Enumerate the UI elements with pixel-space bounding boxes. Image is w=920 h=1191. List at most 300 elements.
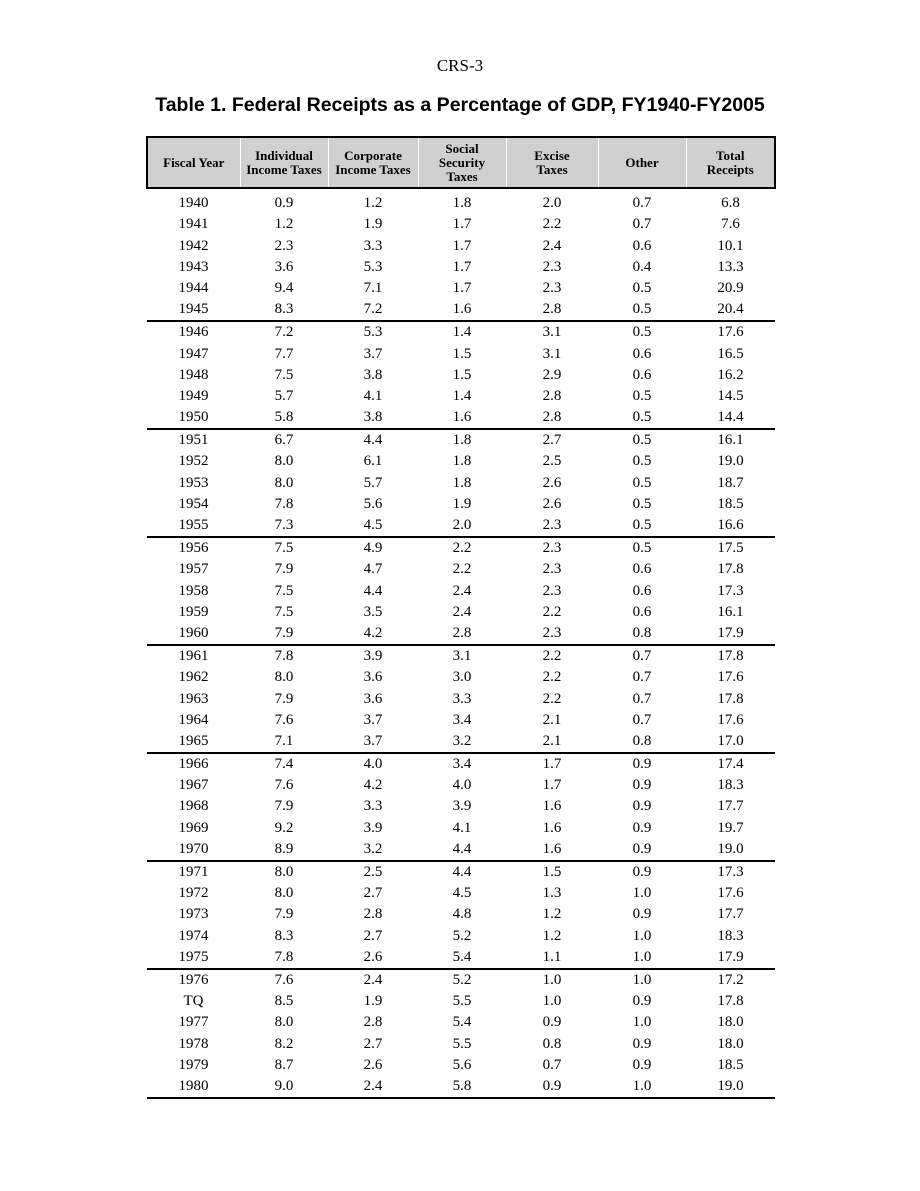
cell-corporate: 2.7: [363, 927, 383, 944]
cell-excise: 1.7: [542, 777, 562, 794]
cell-social-security: 3.4: [452, 711, 472, 728]
cell-social-security: 5.2: [452, 927, 472, 944]
cell-other: 0.9: [598, 839, 686, 861]
cell-social-security: 1.7: [452, 279, 472, 296]
cell-social-security: 2.2: [452, 561, 472, 578]
cell-other: 0.9: [632, 819, 652, 836]
cell-excise: 2.2: [542, 216, 562, 233]
cell-corporate: 3.3: [363, 798, 383, 815]
cell-excise: 2.1: [542, 711, 562, 728]
cell-other: 0.5: [632, 474, 652, 491]
cell-individual: 9.2: [274, 819, 294, 836]
cell-fiscal-year: 1959: [178, 603, 209, 620]
cell-excise: 2.6: [542, 495, 562, 512]
cell-social-security: 4.1: [452, 819, 472, 836]
cell-corporate: 3.3: [363, 237, 383, 254]
table-row: [147, 429, 775, 451]
cell-total: 19.0: [717, 453, 744, 470]
cell-individual: 5.8: [240, 407, 328, 429]
cell-fiscal-year: 1961: [178, 648, 209, 665]
cell-fiscal-year: 1958: [178, 582, 209, 599]
header-line: Income Taxes: [246, 161, 322, 177]
cell-total: 17.7: [717, 798, 744, 815]
cell-fiscal-year: 1943: [178, 258, 209, 275]
cell-total: 10.1: [717, 237, 744, 254]
cell-corporate: 3.8: [363, 366, 383, 383]
cell-other: 0.6: [632, 603, 652, 620]
cell-fiscal-year: 1970: [147, 839, 240, 861]
table-row: [147, 257, 775, 278]
table-row: [147, 817, 775, 838]
cell-fiscal-year: 1956: [178, 540, 209, 557]
cell-excise: 1.2: [542, 906, 562, 923]
table-row: [147, 278, 775, 299]
header-line: Excise: [534, 147, 570, 163]
cell-other: 0.7: [632, 648, 652, 665]
table-header: [147, 137, 775, 188]
cell-other: 0.6: [632, 366, 652, 383]
table-row: [147, 193, 775, 214]
cell-total: 17.4: [717, 756, 744, 773]
cell-fiscal-year: TQ: [183, 993, 204, 1010]
cell-individual: 8.0: [274, 669, 294, 686]
cell-total: 17.5: [717, 540, 744, 557]
cell-corporate: 3.2: [328, 839, 418, 861]
cell-social-security: 2.8: [418, 623, 506, 645]
cell-other: 0.6: [632, 561, 652, 578]
table-row: [147, 731, 775, 753]
cell-fiscal-year: 1940: [178, 195, 209, 212]
cell-other: 0.5: [632, 324, 652, 341]
cell-total: 13.3: [717, 258, 744, 275]
cell-individual: 7.9: [274, 690, 294, 707]
cell-social-security: 1.7: [452, 237, 472, 254]
cell-other: 0.9: [632, 906, 652, 923]
header-line: Social: [445, 140, 479, 156]
cell-total: 18.0: [717, 1035, 744, 1052]
table-row: [147, 515, 775, 537]
cell-individual: 8.2: [274, 1035, 294, 1052]
cell-excise: 2.3: [506, 515, 598, 537]
table-row: [147, 602, 775, 623]
cell-fiscal-year: 1955: [147, 515, 240, 537]
cell-excise: 2.5: [542, 453, 562, 470]
cell-corporate: 4.2: [363, 777, 383, 794]
table-row: [147, 710, 775, 731]
cell-corporate: 4.2: [328, 623, 418, 645]
header-excise-taxes: [506, 137, 598, 188]
cell-social-security: 5.5: [452, 1035, 472, 1052]
cell-social-security: 1.9: [452, 495, 472, 512]
cell-excise: 1.5: [542, 864, 562, 880]
cell-excise: 1.6: [542, 798, 562, 815]
cell-individual: 7.2: [274, 324, 294, 341]
cell-other: 0.5: [598, 515, 686, 537]
table-row: [147, 839, 775, 861]
cell-fiscal-year: 1971: [178, 864, 209, 880]
cell-total: 16.1: [717, 603, 744, 620]
header-line: Income Taxes: [335, 161, 411, 177]
cell-corporate: 3.6: [363, 690, 383, 707]
cell-corporate: 2.6: [363, 1056, 383, 1073]
cell-individual: 7.4: [274, 756, 294, 773]
cell-other: 0.5: [632, 387, 652, 404]
table-row: [147, 537, 775, 559]
cell-individual: 0.9: [274, 195, 294, 212]
cell-corporate: 2.7: [363, 1035, 383, 1052]
cell-total: 17.3: [717, 864, 744, 880]
cell-fiscal-year: 1962: [178, 669, 209, 686]
cell-total: 18.3: [717, 777, 744, 794]
cell-total: 17.6: [717, 885, 744, 902]
cell-total: 16.1: [717, 432, 744, 449]
cell-total: 6.8: [721, 195, 740, 212]
cell-corporate: 4.7: [363, 561, 383, 578]
cell-fiscal-year: 1967: [178, 777, 209, 794]
cell-excise: 0.9: [542, 1014, 562, 1031]
cell-corporate: 2.8: [363, 906, 383, 923]
table-row: [147, 214, 775, 235]
cell-social-security: 5.8: [418, 1076, 506, 1098]
cell-individual: 7.5: [274, 582, 294, 599]
cell-individual: 7.5: [274, 603, 294, 620]
table-row: [147, 1076, 775, 1098]
header-line: Individual: [255, 147, 313, 163]
cell-social-security: 3.3: [452, 690, 472, 707]
cell-other: 0.5: [598, 299, 686, 321]
cell-corporate: 4.0: [363, 756, 383, 773]
cell-individual: 9.4: [274, 279, 294, 296]
cell-excise: 3.1: [542, 324, 562, 341]
cell-excise: 2.2: [542, 669, 562, 686]
cell-total: 17.8: [717, 690, 744, 707]
header-line: Corporate: [344, 147, 402, 163]
cell-social-security: 1.5: [452, 345, 472, 362]
table-row: [147, 321, 775, 343]
cell-social-security: 2.0: [418, 515, 506, 537]
cell-social-security: 4.4: [452, 864, 472, 880]
cell-corporate: 1.9: [363, 216, 383, 233]
cell-corporate: 3.6: [363, 669, 383, 686]
cell-total: 17.7: [717, 906, 744, 923]
cell-fiscal-year: 1975: [147, 947, 240, 969]
cell-social-security: 4.4: [418, 839, 506, 861]
cell-corporate: 2.4: [363, 971, 383, 988]
header-row: [147, 137, 775, 188]
cell-fiscal-year: 1964: [178, 711, 209, 728]
cell-other: 0.5: [598, 407, 686, 429]
cell-excise: 2.4: [542, 237, 562, 254]
cell-excise: 1.0: [542, 993, 562, 1010]
cell-other: 0.9: [632, 777, 652, 794]
cell-other: 0.6: [632, 582, 652, 599]
cell-fiscal-year: 1979: [178, 1056, 209, 1073]
table-row: [147, 386, 775, 407]
cell-social-security: 1.5: [452, 366, 472, 383]
cell-individual: 8.0: [274, 864, 294, 880]
cell-social-security: 1.7: [452, 258, 472, 275]
cell-corporate: 5.3: [363, 324, 383, 341]
cell-corporate: 5.7: [363, 474, 383, 491]
cell-total: 17.9: [686, 947, 775, 969]
table-row: [147, 343, 775, 364]
cell-individual: 7.9: [274, 561, 294, 578]
cell-social-security: 5.5: [452, 993, 472, 1010]
cell-excise: 1.6: [506, 839, 598, 861]
cell-individual: 8.0: [274, 453, 294, 470]
cell-social-security: 2.4: [452, 582, 472, 599]
cell-individual: 2.3: [274, 237, 294, 254]
cell-individual: 8.3: [240, 299, 328, 321]
cell-social-security: 1.4: [452, 324, 472, 341]
cell-social-security: 5.2: [452, 971, 472, 988]
header-line: Total: [716, 147, 745, 163]
cell-individual: 8.0: [274, 885, 294, 902]
cell-other: 0.9: [632, 864, 652, 880]
table-row: [147, 299, 775, 321]
cell-excise: 1.3: [542, 885, 562, 902]
cell-total: 17.0: [686, 731, 775, 753]
cell-excise: 2.3: [542, 561, 562, 578]
cell-corporate: 2.5: [363, 864, 383, 880]
cell-corporate: 7.2: [328, 299, 418, 321]
cell-total: 16.5: [717, 345, 744, 362]
cell-individual: 6.7: [274, 432, 294, 449]
header-line: Taxes: [446, 168, 478, 184]
cell-individual: 8.5: [274, 993, 294, 1010]
cell-corporate: 2.8: [363, 1014, 383, 1031]
cell-other: 0.7: [632, 195, 652, 212]
cell-social-security: 5.6: [452, 1056, 472, 1073]
cell-fiscal-year: 1951: [178, 432, 209, 449]
cell-corporate: 3.9: [363, 648, 383, 665]
cell-total: 17.2: [717, 971, 744, 988]
cell-other: 0.5: [632, 540, 652, 557]
table-row: [147, 235, 775, 256]
cell-other: 0.9: [632, 993, 652, 1010]
table-row: [147, 472, 775, 493]
cell-total: 18.5: [717, 1056, 744, 1073]
table-row: [147, 623, 775, 645]
cell-excise: 2.3: [542, 582, 562, 599]
cell-total: 17.8: [717, 648, 744, 665]
cell-total: 20.9: [717, 279, 744, 296]
cell-other: 0.5: [632, 453, 652, 470]
cell-individual: 7.8: [240, 947, 328, 969]
cell-social-security: 3.0: [452, 669, 472, 686]
cell-excise: 2.6: [542, 474, 562, 491]
cell-fiscal-year: 1946: [178, 324, 209, 341]
cell-other: 0.5: [632, 495, 652, 512]
table-row: [147, 1012, 775, 1033]
cell-individual: 7.7: [274, 345, 294, 362]
cell-other: 0.9: [632, 756, 652, 773]
cell-other: 1.0: [632, 927, 652, 944]
cell-total: 17.6: [717, 711, 744, 728]
cell-fiscal-year: 1972: [178, 885, 209, 902]
cell-total: 19.0: [686, 839, 775, 861]
cell-social-security: 1.6: [418, 299, 506, 321]
table-row: [147, 947, 775, 969]
cell-corporate: 4.4: [363, 582, 383, 599]
table-row: [147, 753, 775, 775]
cell-total: 18.5: [717, 495, 744, 512]
cell-social-security: 1.8: [452, 195, 472, 212]
cell-total: 17.6: [717, 324, 744, 341]
header-individual-income-taxes: [240, 137, 328, 188]
cell-fiscal-year: 1953: [178, 474, 209, 491]
cell-other: 1.0: [632, 885, 652, 902]
cell-total: 18.0: [717, 1014, 744, 1031]
cell-excise: 1.7: [542, 756, 562, 773]
cell-corporate: 3.8: [328, 407, 418, 429]
cell-fiscal-year: 1963: [178, 690, 209, 707]
cell-excise: 0.8: [542, 1035, 562, 1052]
cell-total: 14.5: [717, 387, 744, 404]
cell-individual: 8.9: [240, 839, 328, 861]
cell-individual: 9.0: [240, 1076, 328, 1098]
cell-individual: 7.6: [274, 777, 294, 794]
cell-excise: 2.3: [542, 540, 562, 557]
cell-other: 0.7: [632, 669, 652, 686]
table-row: [147, 1033, 775, 1054]
cell-fiscal-year: 1978: [178, 1035, 209, 1052]
table-row: [147, 580, 775, 601]
header-total-receipts: [686, 137, 775, 188]
header-fiscal-year: [147, 137, 240, 188]
cell-total: 17.8: [717, 993, 744, 1010]
cell-fiscal-year: 1950: [147, 407, 240, 429]
cell-fiscal-year: 1954: [178, 495, 209, 512]
cell-social-security: 3.4: [452, 756, 472, 773]
cell-social-security: 4.5: [452, 885, 472, 902]
table-row: [147, 1055, 775, 1076]
cell-individual: 8.0: [274, 1014, 294, 1031]
header-social-security-taxes: [418, 137, 506, 188]
table-row: [147, 451, 775, 472]
table-row: [147, 559, 775, 580]
table-row: [147, 861, 775, 883]
cell-corporate: 1.2: [363, 195, 383, 212]
cell-individual: 7.8: [274, 495, 294, 512]
cell-other: 1.0: [632, 971, 652, 988]
cell-total: 18.3: [717, 927, 744, 944]
cell-fiscal-year: 1974: [178, 927, 209, 944]
table-row: [147, 904, 775, 925]
header-other-label: Other: [625, 154, 659, 170]
table-row: [147, 796, 775, 817]
table-row: [147, 667, 775, 688]
cell-fiscal-year: 1980: [147, 1076, 240, 1098]
cell-other: 0.8: [598, 623, 686, 645]
cell-social-security: 4.0: [452, 777, 472, 794]
cell-corporate: 7.1: [363, 279, 383, 296]
table-row: [147, 365, 775, 386]
cell-individual: 7.6: [274, 971, 294, 988]
cell-excise: 2.3: [542, 258, 562, 275]
cell-corporate: 3.7: [328, 731, 418, 753]
cell-individual: 8.0: [274, 474, 294, 491]
table-row: [147, 969, 775, 991]
cell-excise: 2.8: [542, 387, 562, 404]
cell-social-security: 1.8: [452, 474, 472, 491]
cell-total: 20.4: [686, 299, 775, 321]
page-header: CRS-3: [436, 56, 484, 75]
cell-other: 0.9: [632, 798, 652, 815]
cell-social-security: 3.9: [452, 798, 472, 815]
cell-corporate: 6.1: [363, 453, 383, 470]
cell-corporate: 2.7: [363, 885, 383, 902]
cell-excise: 2.3: [542, 279, 562, 296]
cell-social-security: 1.8: [452, 432, 472, 449]
cell-other: 0.9: [632, 1035, 652, 1052]
header-corporate-income-taxes: [328, 137, 418, 188]
cell-social-security: 5.4: [418, 947, 506, 969]
cell-total: 17.9: [686, 623, 775, 645]
cell-total: 7.6: [721, 216, 740, 233]
cell-individual: 8.3: [274, 927, 294, 944]
table-row: [147, 883, 775, 904]
cell-excise: 2.3: [506, 623, 598, 645]
cell-social-security: 3.1: [452, 648, 472, 665]
cell-fiscal-year: 1944: [178, 279, 209, 296]
cell-other: 0.7: [632, 216, 652, 233]
cell-other: 1.0: [632, 1014, 652, 1031]
cell-other: 1.0: [598, 947, 686, 969]
cell-other: 0.6: [632, 237, 652, 254]
cell-fiscal-year: 1960: [147, 623, 240, 645]
cell-corporate: 5.6: [363, 495, 383, 512]
cell-excise: 2.2: [542, 648, 562, 665]
table-body: [147, 188, 775, 1098]
cell-other: 0.8: [598, 731, 686, 753]
cell-corporate: 3.9: [363, 819, 383, 836]
cell-corporate: 4.5: [328, 515, 418, 537]
cell-fiscal-year: 1968: [178, 798, 209, 815]
receipts-table: [146, 136, 776, 1099]
cell-individual: 7.8: [274, 648, 294, 665]
cell-total: 16.2: [717, 366, 744, 383]
cell-other: 0.7: [632, 711, 652, 728]
cell-corporate: 3.7: [363, 711, 383, 728]
cell-excise: 0.7: [542, 1056, 562, 1073]
table-title: Table 1. Federal Receipts as a Percentage of GDP, FY1940-FY2005: [155, 94, 765, 116]
cell-social-security: 2.4: [452, 603, 472, 620]
table-row: [147, 925, 775, 946]
header-line: Security: [438, 154, 486, 170]
cell-individual: 7.3: [240, 515, 328, 537]
cell-corporate: 3.5: [363, 603, 383, 620]
cell-excise: 2.2: [542, 690, 562, 707]
cell-fiscal-year: 1948: [178, 366, 209, 383]
cell-individual: 7.9: [240, 623, 328, 645]
cell-excise: 2.2: [542, 603, 562, 620]
cell-excise: 2.8: [506, 407, 598, 429]
cell-social-security: 1.8: [452, 453, 472, 470]
cell-total: 19.0: [686, 1076, 775, 1098]
cell-social-security: 5.4: [452, 1014, 472, 1031]
cell-individual: 7.9: [274, 906, 294, 923]
cell-corporate: 2.4: [328, 1076, 418, 1098]
cell-social-security: 4.8: [452, 906, 472, 923]
cell-fiscal-year: 1966: [178, 756, 209, 773]
cell-fiscal-year: 1942: [178, 237, 209, 254]
header-other: [598, 137, 686, 188]
cell-individual: 3.6: [274, 258, 294, 275]
table-row: [147, 407, 775, 429]
cell-other: 0.7: [632, 690, 652, 707]
cell-fiscal-year: 1945: [147, 299, 240, 321]
